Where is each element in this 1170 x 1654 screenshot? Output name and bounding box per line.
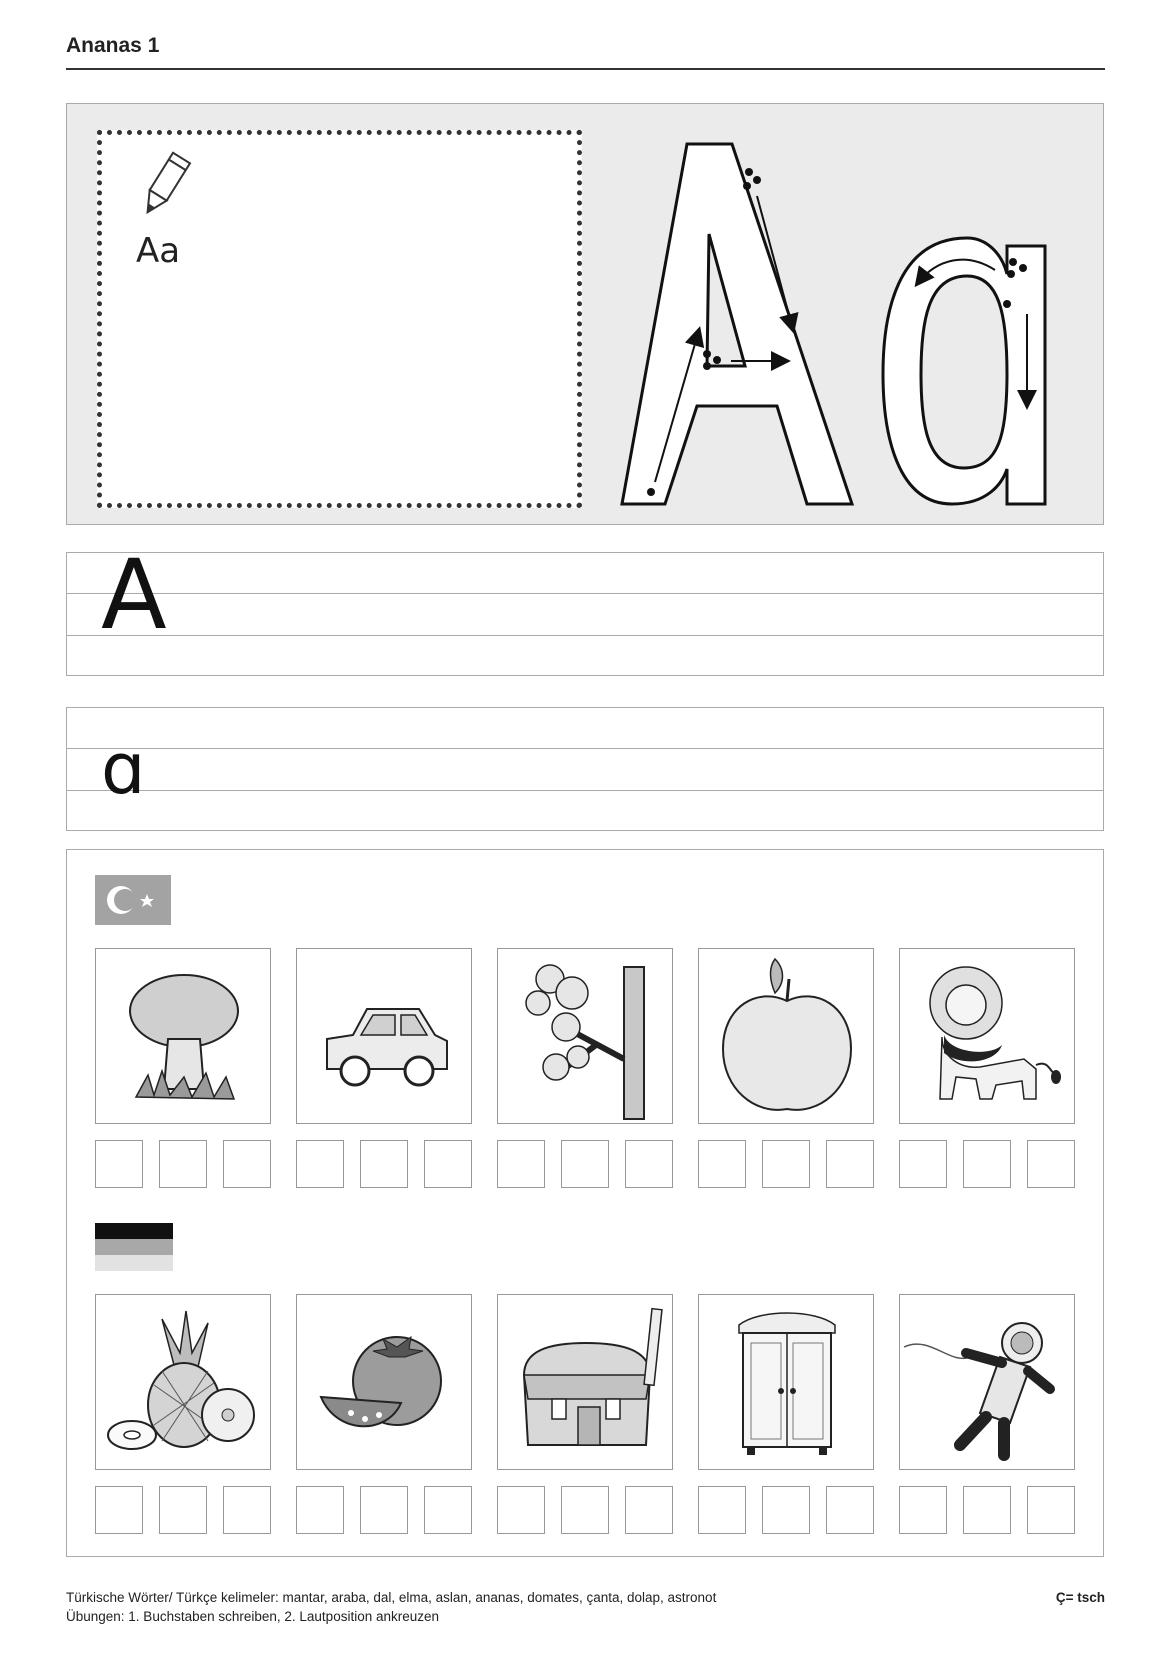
answer-slot[interactable] (1027, 1486, 1075, 1534)
answer-slot[interactable] (762, 1486, 810, 1534)
germany-flag (95, 1223, 173, 1275)
ruled-line (67, 635, 1103, 636)
picture-tomato (296, 1294, 472, 1470)
answer-slot[interactable] (497, 1140, 545, 1188)
answer-slot[interactable] (826, 1486, 874, 1534)
astronaut-icon (900, 1295, 1076, 1471)
answer-slot[interactable] (159, 1486, 207, 1534)
car-icon (297, 949, 473, 1125)
answer-slot[interactable] (223, 1486, 271, 1534)
apple-icon (699, 949, 875, 1125)
picture-school-bag (497, 1294, 673, 1470)
answer-slot[interactable] (497, 1486, 545, 1534)
picture-pineapple (95, 1294, 271, 1470)
ruled-line (67, 593, 1103, 594)
answer-slot[interactable] (95, 1486, 143, 1534)
answer-slot[interactable] (625, 1486, 673, 1534)
answer-slot[interactable] (360, 1140, 408, 1188)
ruled-line (67, 790, 1103, 791)
example-letter-uppercase: A (101, 539, 167, 651)
letter-panel (66, 103, 1104, 525)
footer-word-list: Türkische Wörter/ Türkçe kelimeler: mantar, araba, dal, elma, aslan, ananas, domates, çanta, dolap, astronot (66, 1590, 717, 1605)
stroke-order-letters (607, 134, 1077, 518)
answer-slot[interactable] (223, 1140, 271, 1188)
answer-slot[interactable] (296, 1486, 344, 1534)
answer-slot[interactable] (1027, 1140, 1075, 1188)
answer-slot[interactable] (698, 1486, 746, 1534)
answer-slot[interactable] (424, 1486, 472, 1534)
answer-slot[interactable] (159, 1140, 207, 1188)
picture-wardrobe (698, 1294, 874, 1470)
turkey-flag (95, 875, 171, 929)
pineapple-icon (96, 1295, 272, 1471)
mushroom-icon (96, 949, 272, 1125)
answer-slot[interactable] (296, 1140, 344, 1188)
answer-slot[interactable] (360, 1486, 408, 1534)
answer-slot[interactable] (963, 1486, 1011, 1534)
answer-slot[interactable] (424, 1140, 472, 1188)
wardrobe-icon (699, 1295, 875, 1471)
answer-slot[interactable] (625, 1140, 673, 1188)
worksheet-title: Ananas 1 (66, 34, 160, 57)
picture-astronaut (899, 1294, 1075, 1470)
writing-lines-lowercase[interactable] (66, 707, 1104, 831)
writing-lines-uppercase[interactable] (66, 539, 1104, 676)
answer-slot[interactable] (899, 1140, 947, 1188)
answer-slot[interactable] (963, 1140, 1011, 1188)
answer-slot[interactable] (561, 1486, 609, 1534)
picture-apple (698, 948, 874, 1124)
footer-exercises: Übungen: 1. Buchstaben schreiben, 2. Lautposition ankreuzen (66, 1609, 440, 1624)
answer-slot[interactable] (826, 1140, 874, 1188)
tomato-icon (297, 1295, 473, 1471)
school-bag-icon (498, 1295, 674, 1471)
sample-letters: Aa (136, 231, 181, 271)
picture-car (296, 948, 472, 1124)
tracing-box[interactable] (97, 130, 582, 508)
picture-mushroom (95, 948, 271, 1124)
answer-slot[interactable] (561, 1140, 609, 1188)
answer-slot[interactable] (95, 1140, 143, 1188)
example-letter-lowercase: ɑ (101, 728, 146, 810)
lion-icon (900, 949, 1076, 1125)
answer-slot[interactable] (762, 1140, 810, 1188)
ruled-line (67, 748, 1103, 749)
pencil-icon (134, 149, 194, 227)
answer-slot[interactable] (899, 1486, 947, 1534)
sound-position-panel (66, 849, 1104, 1557)
tree-branch-icon (498, 949, 674, 1125)
footer-sound-note: Ç= tsch (1055, 1590, 1105, 1605)
header-divider (66, 68, 1105, 70)
picture-lion (899, 948, 1075, 1124)
picture-branch (497, 948, 673, 1124)
answer-slot[interactable] (698, 1140, 746, 1188)
